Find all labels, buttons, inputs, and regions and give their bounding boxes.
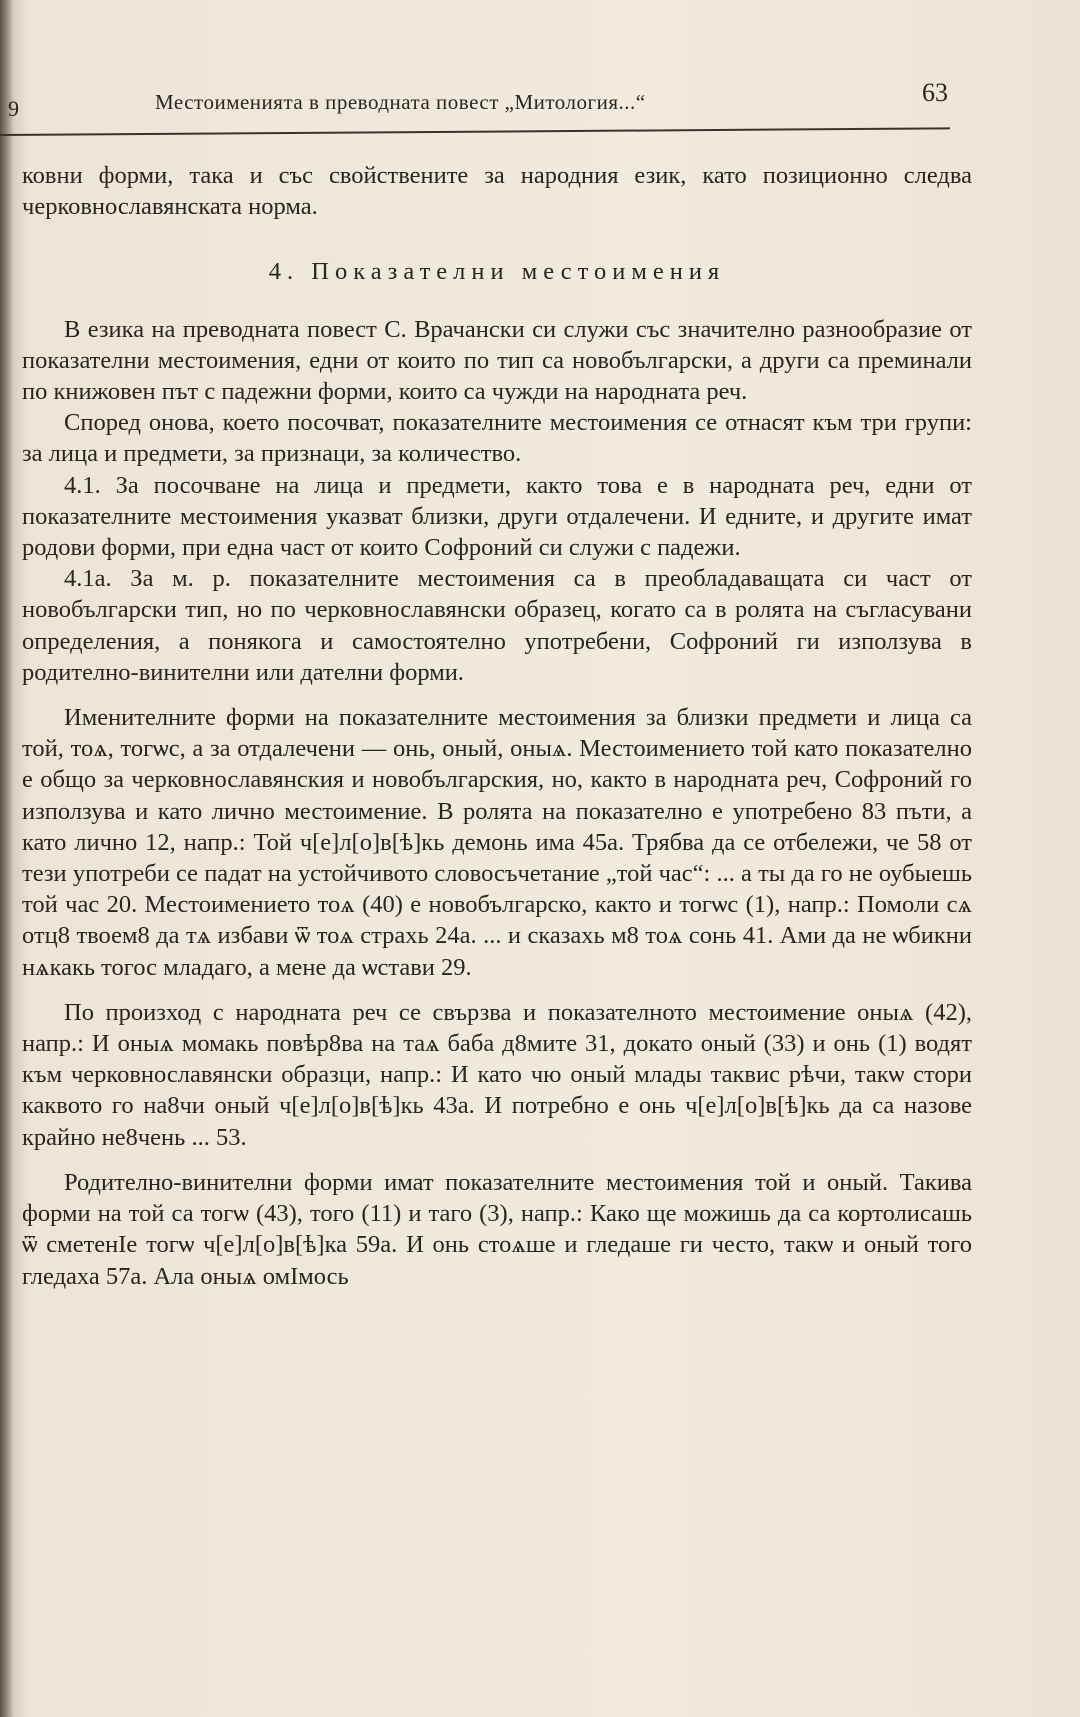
page-header <box>0 74 960 124</box>
page-number: 63 <box>922 78 948 107</box>
paragraph: По произход с народната реч се свързва и показателното местоимение оныѧ (42), напр.: И оныѧ момакь повѣр8ва на таѧ баба д8мите 31, докато оный (33) и онь (1) водят към черковнославянски образци, напр.: И като чю оный млады таквис рѣчи, такѡ стори каквото го на8чи оный ч[е]л[о]в[ѣ]кь 43а. И потребно е онь ч[е]л[о]в[ѣ]кь да са назове крайно не8чень ... 53. <box>22 998 972 1151</box>
section-heading: 4. Показателни местоимения <box>268 258 726 286</box>
paragraph: Родително-винителни форми имат показателните местоимения той и оный. Такива форми на той са тогѡ (43), того (11) и таго (3), напр.: Како ще можишь да са кортолисашь ѿ сметенIе тогѡ ч[е]л[о]в[ѣ]ка 59а. И онь стоѧше и гледаше ги често, такѡ и оный того гледаха 57а. Ала оныѧ омIмось <box>22 1168 972 1290</box>
paragraph: 4.1. За посочване на лица и предмети, както това е в народната реч, едни от показателните местоимения указват близки, други отдалечени. И едните, и другите имат родови форми, при една част от които Софроний си служи с падежи. <box>22 471 972 562</box>
page-body <box>22 160 972 1680</box>
margin-page-number: 9 <box>8 96 19 121</box>
paragraph: 4.1а. За м. р. показателните местоимения са в преобладаващата си част от новобългарски тип, но по черковнославянски образец, когато са в ролята на съгласувани определения, а понякога и самостоятелно употребени, Софроний ги използува в родително-винителни или дателни форми. <box>22 565 972 686</box>
paragraph-continued: ковни форми, така и със свойствените за народния език, като позиционно следва черковнославянската норма. <box>22 162 972 221</box>
paragraph: Именителните форми на показателните местоимения за близки предмети и лица са той, тоѧ, тогѡс, а за отдалечени — онь, оный, оныѧ. Местоимението той като показателно е общо за черковнославянския и новобългарския, но, както в народната реч, Софроний го използува и като лично местоимение. В ролята на показателно е употребено 83 пъти, а като лично 12, напр.: Той ч[е]л[о]в[ѣ]кь демонь има 45а. Трябва да се отбележи, че 58 от тези употреби се падат на устойчивото словосъчетание „той час“: ... а ты да го не оубыешь той час 20. Местоимението тоѧ (40) е новобългарско, както и тогѡс (1), напр.: Помоли сѧ отц8 твоем8 да тѧ избави ѿ тоѧ страхь 24а. ... и сказахь м8 тоѧ сонь 41. Ами да не ѡбикни нѧкакь тогос младаго, а мене да ѡстави 29. <box>22 704 972 981</box>
paragraph: В езика на преводната повест С. Врачански си служи със значително разнообразие от показателни местоимения, едни от които по тип са новобългарски, а други са преминали по книжовен път с падежни форми, които са чужди на народната реч. <box>22 315 972 406</box>
header-rule <box>0 127 950 136</box>
running-title: Местоименията в преводната повест „Митология...“ <box>155 90 646 114</box>
paragraph: Според онова, което посочват, показателните местоимения се отнасят към три групи: за лица и предмети, за признаци, за количество. <box>22 409 972 468</box>
